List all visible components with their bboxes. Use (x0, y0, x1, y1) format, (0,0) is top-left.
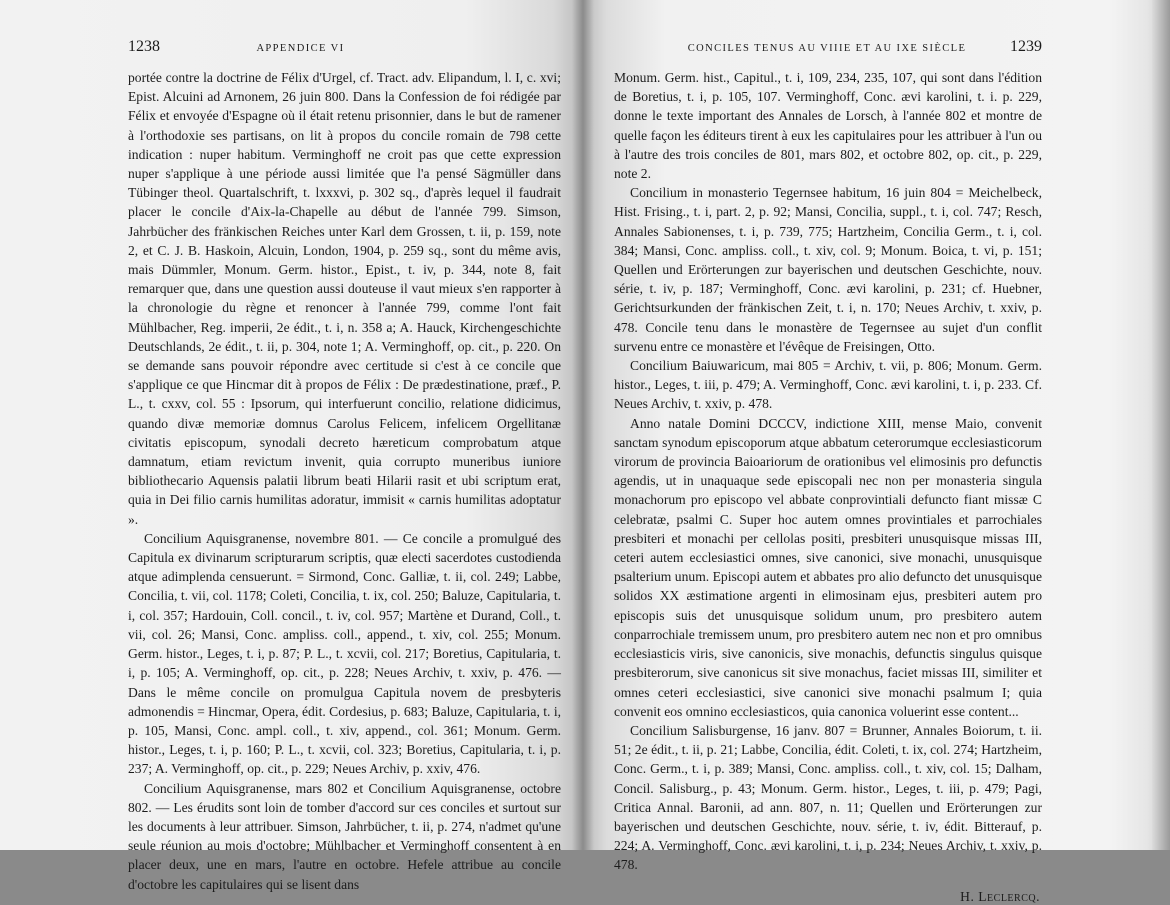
paragraph: Concilium Aquisgranense, mars 802 et Concilium Aquisgranense, octobre 802. — Les érudits sont loin de tomber d'accord sur ces conciles et surtout sur les documents à leur attribuer. Simson, Jahrbücher, t. ii, p. 274, n'admet qu'une seule réunion au mois d'octobre; Mühlbacher et Verminghoff consentent à en placer deux, une en mars, l'autre en octobre. Hefele attribue au concile d'octobre les capitulaires qui se lisent dans (128, 780, 561, 892)
paragraph: portée contre la doctrine de Félix d'Urgel, cf. Tract. adv. Elipandum, l. I, c. xvi; Epist. Alcuini ad Arnonem, 26 juin 800. Dans la Confession de foi rédigée par Félix et envoyée d'Espagne où il était retenu prisonnier, dans le but de ramener à l'orthodoxie ses partisans, on lit à propos du concile romain de 798 cette indication : nuper habitum. Verminghoff ne croit pas que cette expression nuper s'applique à une période aussi limitée que l'a pensé Sägmüller dans Tübinger theol. Quartalschrift, t. lxxxvi, p. 302 sq., d'après lequel il faudrait placer le concile d'Aix-la-Chapelle au début de l'année 799. Simson, Jahrbücher des fränkischen Reiches unter Karl dem Grossen, t. ii, p. 159, note 2, et C. J. B. Haskoin, Alcuin, London, 1904, p. 259 sq., sont du même avis, mais Dümmler, Monum. Germ. histor., Epist., t. iv, p. 344, note 8, fait remarquer que, dans une question aussi douteuse il vaut mieux s'en rapporter à la chronologie du règne et renoncer à l'année 799, comme l'ont fait Mühlbacher, Reg. imperii, 2e édit., t. i, n. 358 a; A. Hauck, Kirchengeschichte Deutschlands, 2e édit., t. ii, p. 304, note 1; A. Verminghoff, op. cit., p. 220. On se demande sans pouvoir répondre avec certitude si c'est à ce concile que s'applique ce que Hincmar dit à propos de Félix : De prædestinatione, præf., P. L., t. cxxv, col. 55 : Ipsorum, qui interfuerunt concilio, relatione didicimus, quando divæ memoriæ domnus Carolus Felicem, infelicem Orgellitanæ civitatis episcopum, synodali decreto hæreticum comprobatum atque damnatum, etiam revictum invenit, quia corrupto muneribus iuniore bibliothecario Aquensis palatii librum beati Hilarii rasit et ubi scriptum erat, quia in Dei filio carnis humilitas adoratur, immisit « carnis humilitas adoptatur ». (128, 70, 561, 527)
right-page-number: 1239 (1010, 38, 1042, 55)
paragraph: Anno natale Domini DCCCV, indictione XIII, mense Maio, convenit sanctam synodum episcoporum atque abbatum ceterorumque ecclesiasticorum virorum de provincia Baioariorum de orationibus vel elimosinis pro defunctis agendis, ut in unaquaque sede episcopali nec non per monasteria singula monachorum pro episcopo vel abbate conprovintiali defuncto fiant missæ C celebratæ, psalmi C. Super hoc autem omnes provintiales et parrochiales presbiteri et monachi per cellolas positi, presbiteri unusquisque missas III, ceteri autem ecclesiastici omnes, sive canonici, sive monachi, unusquisque psalterium unum. Episcopi autem et abbates pro alio defuncto det unusquisque solidos XX æstimatione argenti in elimosinam ejus, presbiteri autem pro episcopis suis det unusquisque solidum unum, pro presbitero autem conparrochiale tremissem unum, pro presbitero autem nec non et pro omnibus ecclesiasticis viris, sive canonicis, sive monachis, defunctis singulus quisque presbiterorum, sive canonicus sit sive monachus, faciet missas III, similiter et omnes ceteri ecclesiastici, sive canonici sive monachi psalmum I; quia convenit eos omnino ecclesiasticos, quia canonica voluerint esse content... (614, 415, 1042, 719)
paragraph: Concilium Salisburgense, 16 janv. 807 = Brunner, Annales Boiorum, t. ii. 51; 2e édit., t. ii, p. 21; Labbe, Concilia, édit. Coleti, t. ix, col. 274; Hartzheim, Conc. Germ., t. i, p. 389; Mansi, Conc. ampliss. coll., t. xiv, col. 15; Dalham, Concil. Salisburg., p. 43; Monum. Germ. histor., Leges, t. iii, p. 479; Pagi, Critica Annal. Baronii, ad ann. 807, n. 11; Quellen und Erörterungen zur bayerischen und deutschen Geschichte, nouv. série, t. iv, édit. Bitterauf, p. 224; A. Verminghoff, Conc. ævi karolini, t. i, p. 234; Neues Archiv, t. xxiv, p. 478. (614, 722, 1042, 873)
paragraph: Concilium Baiuwaricum, mai 805 = Archiv, t. vii, p. 806; Monum. Germ. histor., Leges, t. iii, p. 479; A. Verminghoff, Conc. ævi karolini, t. i, p. 233. Cf. Neues Archiv, t. xxiv, p. 478. (614, 358, 1042, 412)
right-body-text (614, 68, 1042, 875)
left-running-title: APPENDICE VI (256, 43, 345, 54)
author-signature: H. Leclercq. (960, 888, 1040, 904)
left-page (0, 0, 583, 892)
right-running-head (614, 38, 1042, 68)
left-running-head (128, 38, 561, 68)
right-running-title: CONCILES TENUS AU VIIIE ET AU IXE SIÈCLE (687, 43, 967, 54)
paragraph: Monum. Germ. hist., Capitul., t. i, 109, 234, 235, 107, qui sont dans l'édition de Boretius, t. i, p. 105, 107. Verminghoff, Conc. ævi karolini, t. i. p. 229, donne le texte important des Annales de Lorsch, à l'année 802 et montre de quelle façon les éditeurs tirent à eux les capitulaires pour les attribuer à l'un ou à l'autre des trois conciles de 801, mars 802, et octobre 802, op. cit., p. 229, note 2. (614, 70, 1042, 182)
page-edge (1152, 0, 1170, 850)
right-page (583, 0, 1170, 904)
paragraph: Concilium in monasterio Tegernsee habitum, 16 juin 804 = Meichelbeck, Hist. Frising., t. i, part. 2, p. 92; Mansi, Concilia, suppl., t. i, col. 747; Resch, Annales Sabionenses, t. i, p. 739, 775; Hartzheim, Concilia Germ., t. i, col. 384; Mansi, Conc. ampliss. coll., t. xiv, col. 9; Monum. Boica, t. vi, p. 151; Quellen und Erörterungen zur bayerischen und deutschen Geschichte, nouv. série, t. iv, p. 187; Verminghoff, Conc. ævi karolini, p. 231; cf. Huebner, Gerichtsurkunden der fränkischen Zeit, t. i, n. 170; Neues Archiv, t. xxiv, p. 478. Concile tenu dans le monastère de Tegernsee au sujet d'un conflit survenu entre ce monastère et l'évêque de Freisingen, Otto. (614, 185, 1042, 354)
paragraph: Concilium Aquisgranense, novembre 801. — Ce concile a promulgué des Capitula ex divinarum scripturarum scriptis, quæ electi sacerdotes custodienda atque adimplenda censuerunt. = Sirmond, Conc. Galliæ, t. ii, col. 249; Labbe, Concilia, t. vii, col. 1178; Coleti, Concilia, t. ix, col. 250; Baluze, Capitularia, t. i, col. 357; Hardouin, Coll. concil., t. iv, col. 957; Martène et Durand, Coll., t. vii, col. 26; Mansi, Conc. ampliss. coll., append., t. xiv, col. 255; Monum. Germ. histor., Leges, t. i, p. 87; P. L., t. xcvii, col. 217; Boretius, Capitularia, t. i, p. 105; A. Verminghoff, op. cit., p. 228; Neues Archiv, t. xxiv, p. 476. — Dans le même concile on promulgua Capitula novem de presbyteris admonendis = Hincmar, Opera, édit. Cordesius, p. 683; Baluze, Capitularia, t. i, p. 105, Mansi, Conc. ampl. coll., t. xiv, append., col. 361; Monum. Germ. histor., Leges, t. i, p. 160; P. L., t. xcvii, col. 323; Boretius, Capitularia, t. i, p. 237; A. Verminghoff, op. cit., p. 229; Neues Archiv, p. xxiv, 476. (128, 530, 561, 777)
left-page-number: 1238 (128, 38, 160, 55)
left-body-text (128, 68, 561, 894)
